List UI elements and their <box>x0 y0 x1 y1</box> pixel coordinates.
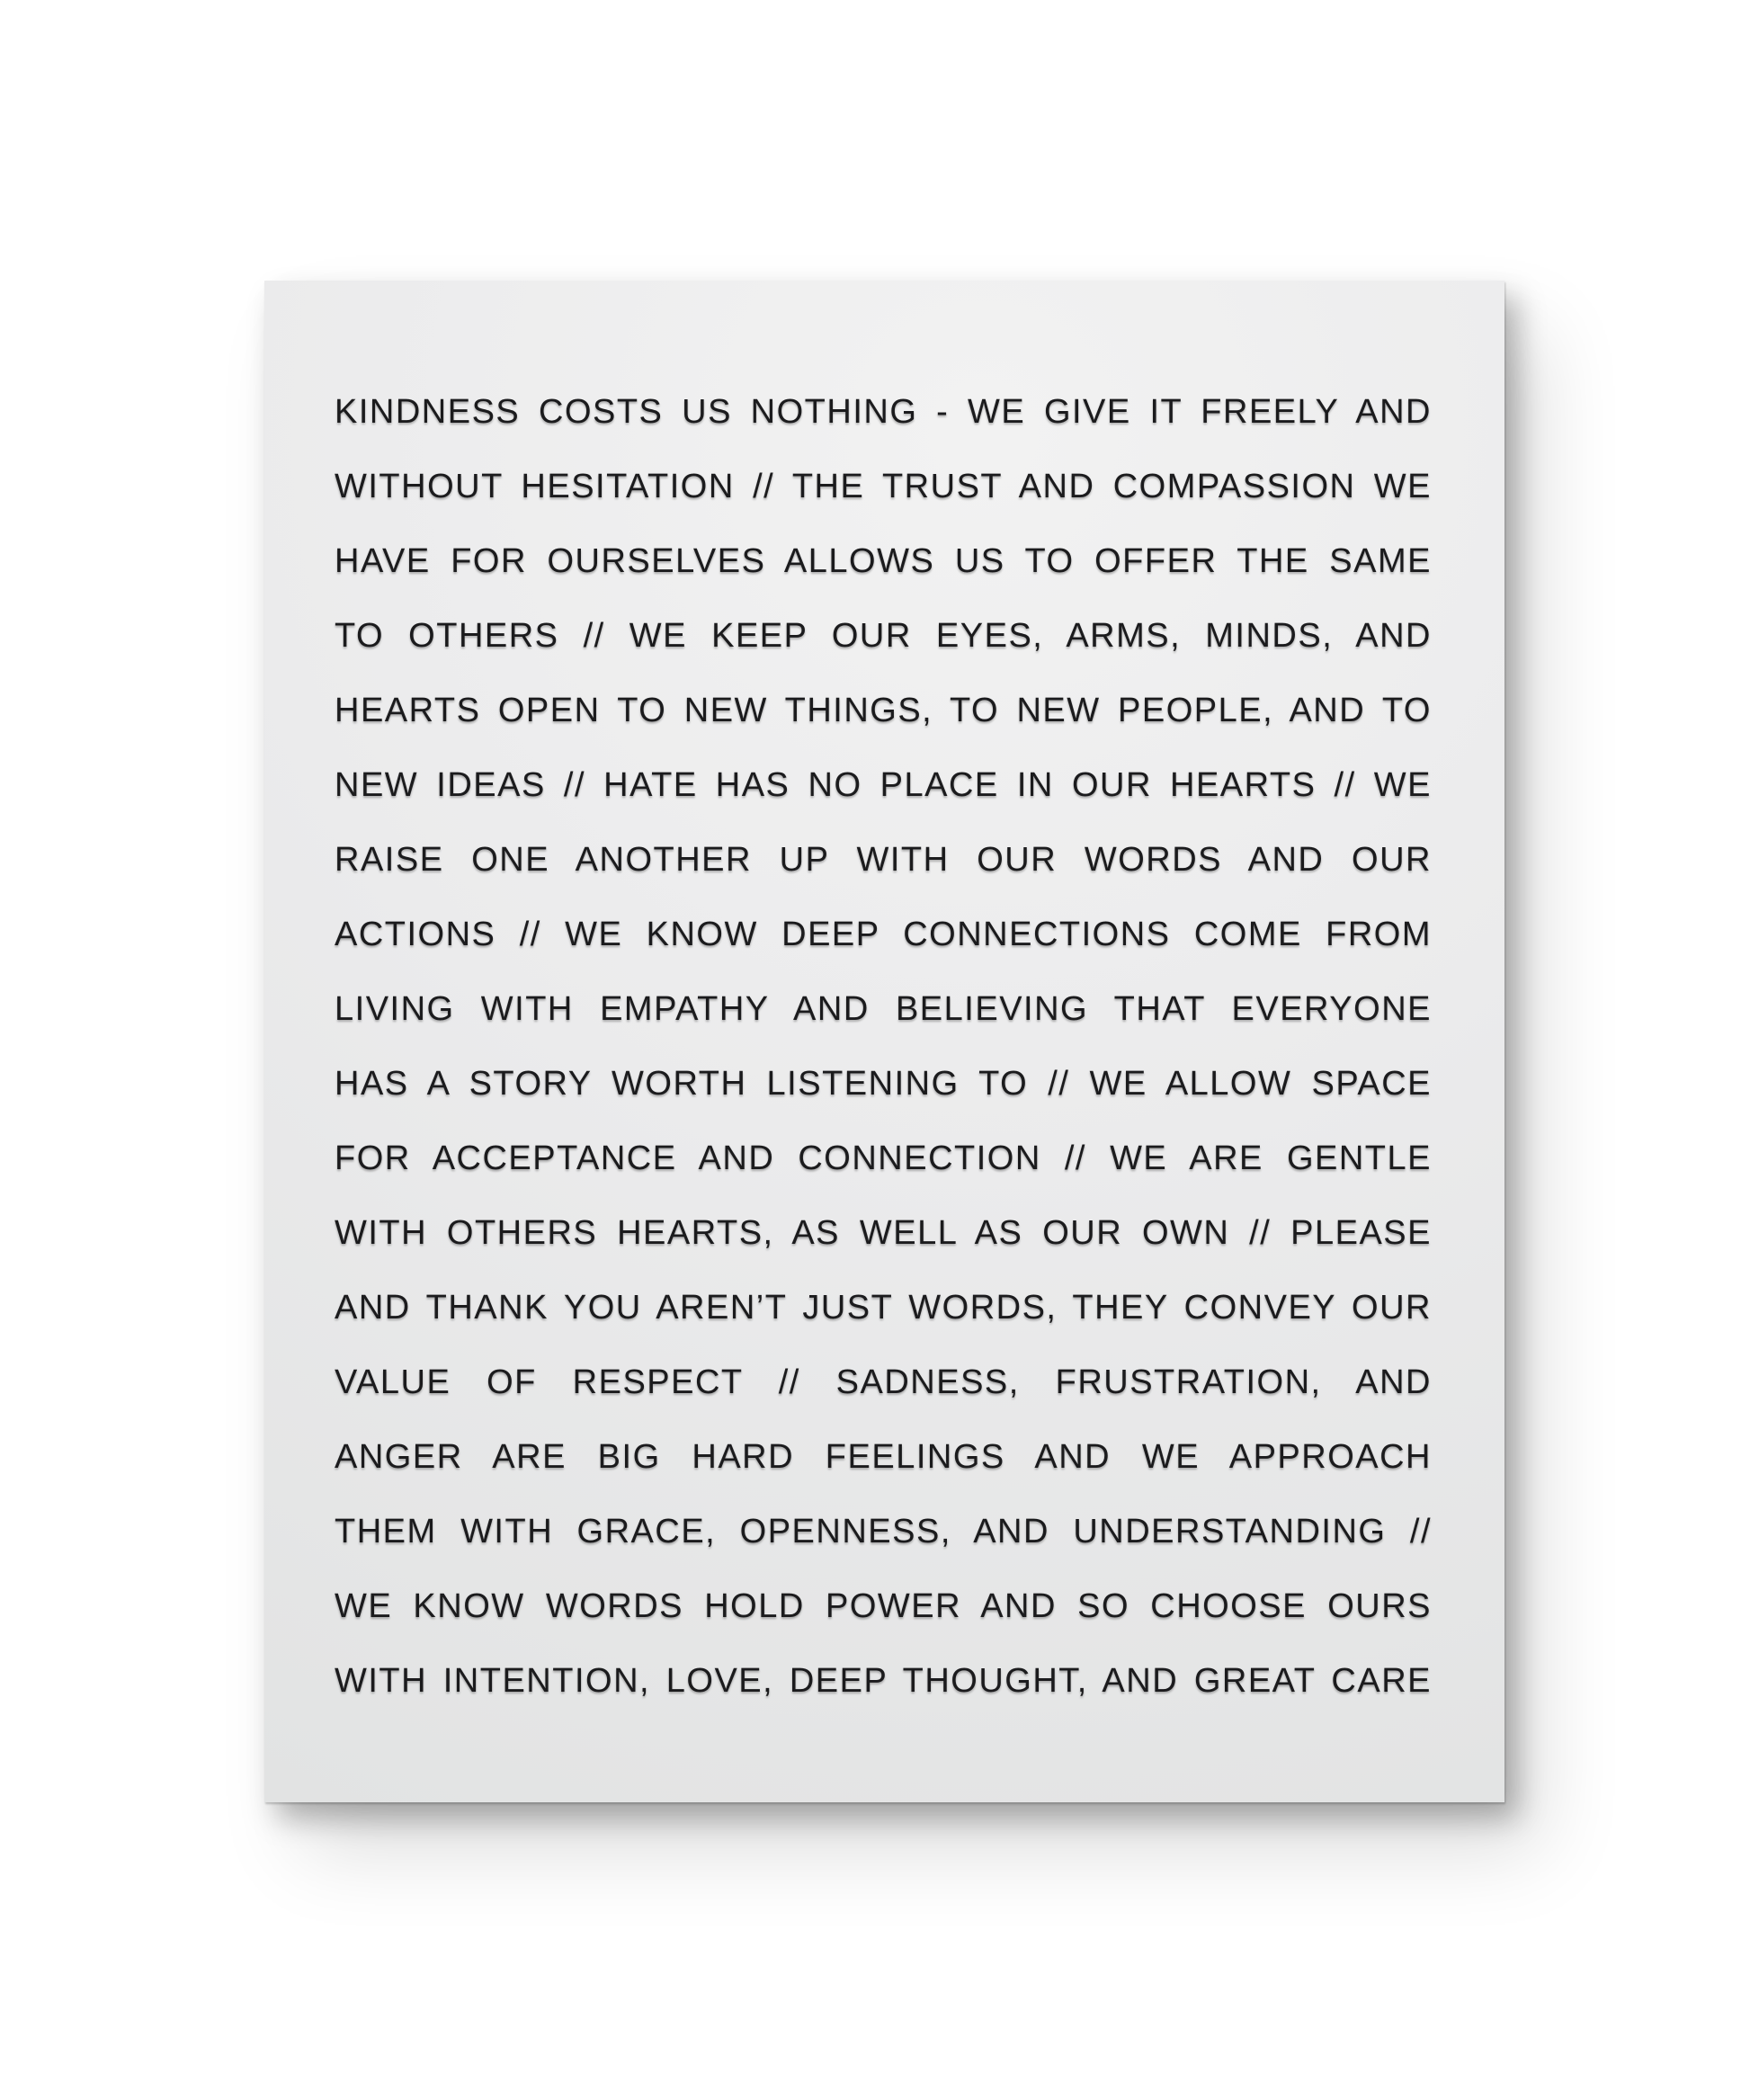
text-line: VALUE OF RESPECT // SADNESS, FRUSTRATION, AND <box>335 1363 1432 1401</box>
text-line: LIVING WITH EMPATHY AND BELIEVING THAT EVERYONE <box>335 990 1432 1028</box>
text-line: WITH OTHERS HEARTS, AS WELL AS OUR OWN // PLEASE <box>335 1214 1432 1252</box>
poster-card <box>264 281 1504 1802</box>
text-line: ANGER ARE BIG HARD FEELINGS AND WE APPROACH <box>335 1438 1432 1476</box>
text-line: TO OTHERS // WE KEEP OUR EYES, ARMS, MINDS, AND <box>335 617 1432 655</box>
text-line: RAISE ONE ANOTHER UP WITH OUR WORDS AND OUR <box>335 841 1432 879</box>
text-line: WE KNOW WORDS HOLD POWER AND SO CHOOSE OURS <box>335 1587 1432 1625</box>
text-line: ACTIONS // WE KNOW DEEP CONNECTIONS COME FROM <box>335 916 1432 953</box>
text-line: HAS A STORY WORTH LISTENING TO // WE ALLOW SPACE <box>335 1065 1432 1103</box>
text-line: NEW IDEAS // HATE HAS NO PLACE IN OUR HEARTS // WE <box>335 766 1432 804</box>
text-line: HEARTS OPEN TO NEW THINGS, TO NEW PEOPLE, AND TO <box>335 692 1432 729</box>
text-line: WITHOUT HESITATION // THE TRUST AND COMPASSION WE <box>335 468 1432 505</box>
text-line: FOR ACCEPTANCE AND CONNECTION // WE ARE GENTLE <box>335 1139 1432 1177</box>
text-line: AND THANK YOU AREN’T JUST WORDS, THEY CONVEY OUR <box>335 1289 1432 1327</box>
text-line: WITH INTENTION, LOVE, DEEP THOUGHT, AND GREAT CARE <box>335 1662 1432 1700</box>
text-line: KINDNESS COSTS US NOTHING - WE GIVE IT FREELY AND <box>335 393 1432 431</box>
text-line: HAVE FOR OURSELVES ALLOWS US TO OFFER THE SAME <box>335 542 1432 580</box>
poster-text-block <box>335 375 1432 1719</box>
text-line: THEM WITH GRACE, OPENNESS, AND UNDERSTANDING // <box>335 1513 1432 1550</box>
